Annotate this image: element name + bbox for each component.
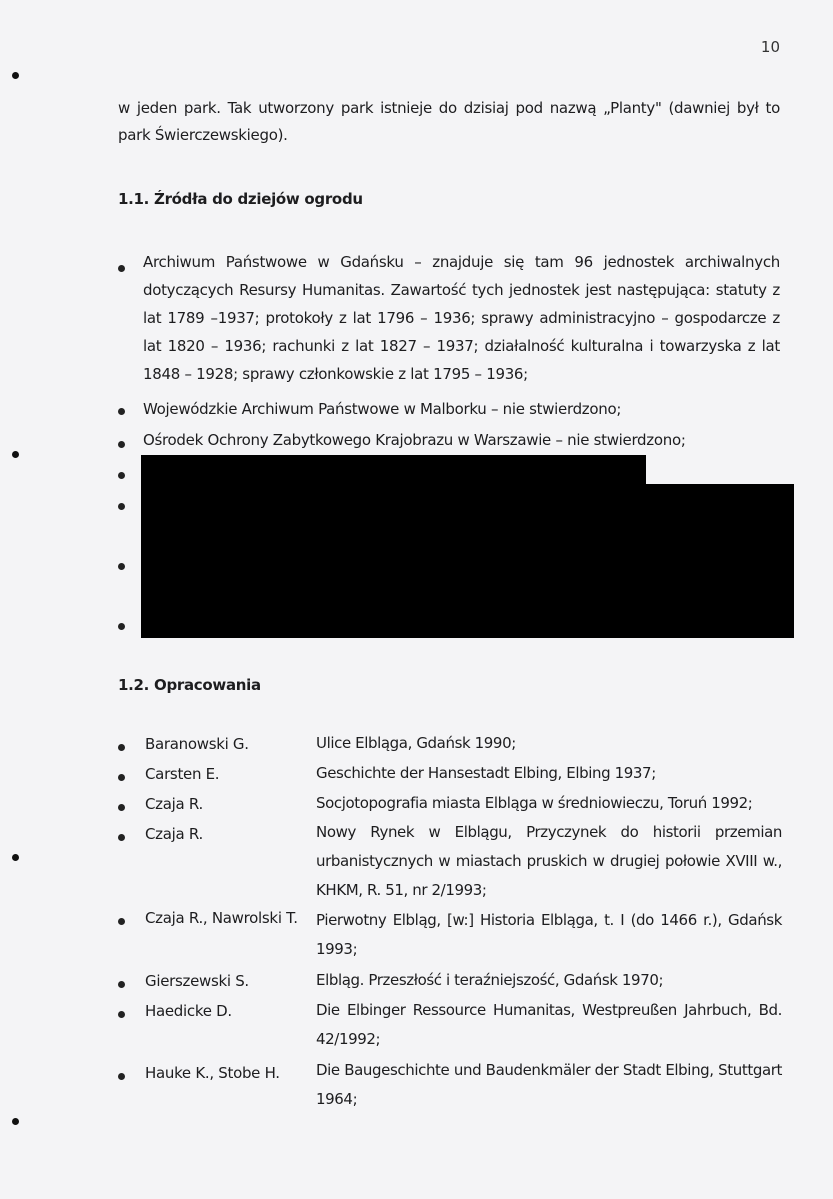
bullet	[118, 804, 125, 811]
reference-author: Czaja R.	[145, 825, 203, 843]
bullet	[118, 563, 125, 570]
reference-author: Hauke K., Stobe H.	[145, 1064, 280, 1082]
list-item: Wojewódzkie Archiwum Państwowe w Malborku – nie stwierdzono;	[143, 400, 622, 418]
punch-hole-2	[12, 451, 19, 458]
page-number: 10	[760, 38, 780, 56]
bullet	[118, 503, 125, 510]
reference-title: Die Baugeschichte und Baudenkmäler der Stadt Elbing, Stuttgart 1964;	[316, 1061, 782, 1108]
section-heading-studies: 1.2. Opracowania	[118, 676, 261, 694]
intro-paragraph: w jeden park. Tak utworzony park istnieje do dzisiaj pod nazwą „Planty" (dawniej był to park Świerczewskiego).	[118, 99, 780, 144]
punch-hole-4	[12, 1118, 19, 1125]
reference-title: Geschichte der Hansestadt Elbing, Elbing 1937;	[316, 764, 656, 782]
bullet	[118, 408, 125, 415]
bullet	[118, 774, 125, 781]
list-item: Archiwum Państwowe w Gdańsku – znajduje się tam 96 jednostek archiwalnych dotyczących Resursy Humanitas. Zawartość tych jednostek jest następująca: statuty z lat 1789 –1937; protokoły z lat 1796 – 1936; sprawy administracyjno – gospodarcze z lat 1820 – 1936; rachunki z lat 1827 – 1937; działalność kulturalna i towarzyska z lat 1848 – 1928; sprawy członkowskie z lat 1795 – 1936;	[143, 253, 780, 383]
reference-title: Elbląg. Przeszłość i teraźniejszość, Gdańsk 1970;	[316, 971, 664, 989]
reference-title: Die Elbinger Ressource Humanitas, Westpreußen Jahrbuch, Bd. 42/1992;	[316, 1001, 782, 1048]
reference-title: Ulice Elbląga, Gdańsk 1990;	[316, 734, 516, 752]
punch-hole-1	[12, 72, 19, 79]
reference-title: Nowy Rynek w Elblągu, Przyczynek do historii przemian urbanistycznych w miastach pruskich w drugiej połowie XVIII w., KHKM, R. 51, nr 2/1993;	[316, 823, 782, 899]
section-heading-sources: 1.1. Źródła do dziejów ogrodu	[118, 190, 363, 208]
bullet	[118, 623, 125, 630]
bullet	[118, 744, 125, 751]
bullet	[118, 472, 125, 479]
reference-author: Haedicke D.	[145, 1002, 232, 1020]
reference-author: Carsten E.	[145, 765, 220, 783]
redaction-block	[141, 484, 794, 638]
bullet	[118, 1011, 125, 1018]
reference-author: Gierszewski S.	[145, 972, 249, 990]
bullet	[118, 834, 125, 841]
punch-hole-3	[12, 854, 19, 861]
redaction-block	[141, 455, 646, 485]
bullet	[118, 1073, 125, 1080]
reference-author: Czaja R., Nawrolski T.	[145, 909, 298, 927]
bullet	[118, 918, 125, 925]
bullet	[118, 265, 125, 272]
list-item: Ośrodek Ochrony Zabytkowego Krajobrazu w Warszawie – nie stwierdzono;	[143, 431, 686, 449]
bullet	[118, 441, 125, 448]
reference-title: Socjotopografia miasta Elbląga w średniowieczu, Toruń 1992;	[316, 794, 753, 812]
bullet	[118, 981, 125, 988]
reference-author: Baranowski G.	[145, 735, 249, 753]
reference-author: Czaja R.	[145, 795, 203, 813]
reference-title: Pierwotny Elbląg, [w:] Historia Elbląga, t. I (do 1466 r.), Gdańsk 1993;	[316, 911, 782, 958]
